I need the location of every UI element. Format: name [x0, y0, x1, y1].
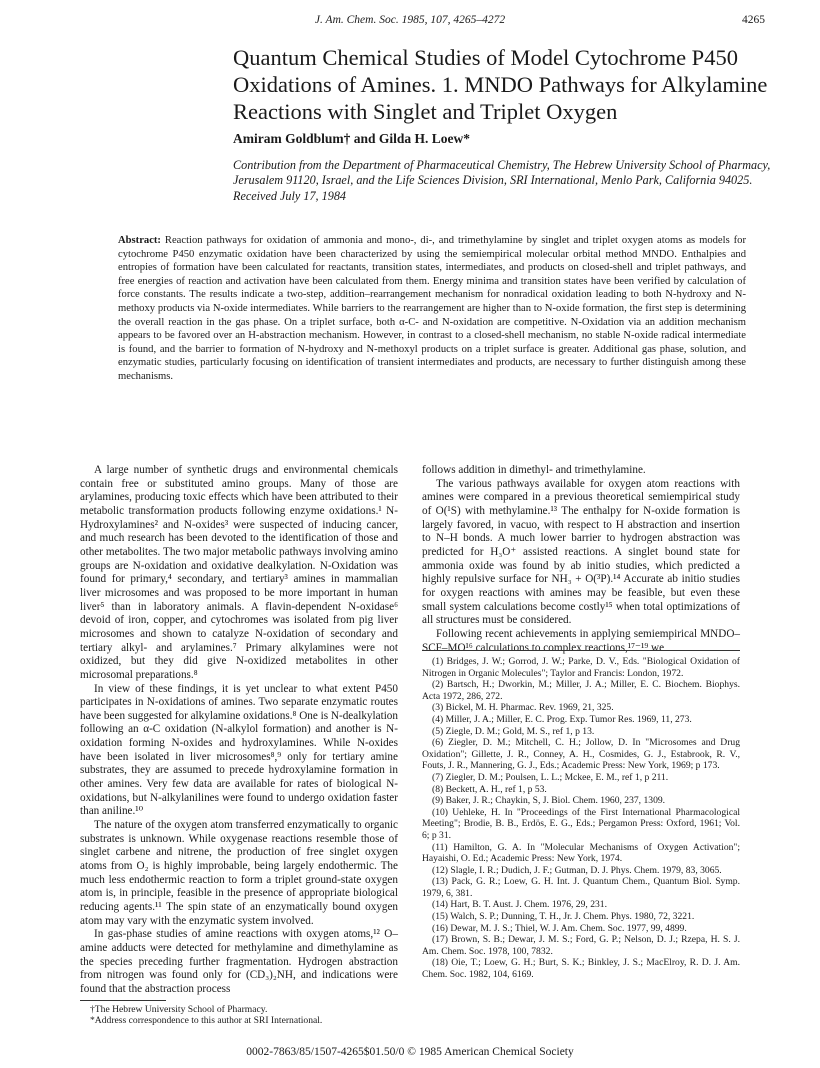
abstract	[118, 234, 746, 384]
reference-item: (15) Walch, S. P.; Dunning, T. H., Jr. J. Chem. Phys. 1980, 72, 3221.	[432, 911, 695, 923]
reference-item: (13) Pack, G. R.; Loew, G. H. Int. J. Quantum Chem., Quantum Biol. Symp. 1979, 6, 381.	[422, 876, 740, 899]
reference-item: (16) Dewar, M. J. S.; Thiel, W. J. Am. Chem. Soc. 1977, 99, 4899.	[432, 922, 687, 934]
reference-item: (4) Miller, J. A.; Miller, E. C. Prog. Exp. Tumor Res. 1969, 11, 273.	[432, 713, 692, 725]
reference-item: (1) Bridges, J. W.; Gorrod, J. W.; Parke, D. V., Eds. "Biological Oxidation of Nitrogen in Organic Molecules"; Taylor and Francis: London, 1972.	[422, 656, 740, 679]
copyright-footer: 0002-7863/85/1507-4265$01.50/0 © 1985 American Chemical Society	[246, 1046, 574, 1058]
body-paragraph: In gas-phase studies of amine reactions with oxygen atoms,¹² O–amine adducts were detected for methylamine and dimethylamine as the species preceding further fragmentation. Hydrogen abstraction from nitrogen was found only for (CD₃)₂NH, and indications were found that the abstraction process	[80, 928, 398, 995]
body-paragraph: The nature of the oxygen atom transferred enzymatically to organic substrates is unknown. While oxygenase reactions resemble those of singlet carbene and nitrene, the production of free singlet oxygen atoms from O₂ is highly improbable, being largely endothermic. The much less endothermic reaction to form a triplet ground-state oxygen atom is, in principle, feasible in the presence of appropriate biological reducing agents.¹¹ The spin state of an enzymatically bound oxygen atom may vary with the enzymatic system involved.	[80, 819, 398, 927]
reference-item: (17) Brown, S. B.; Dewar, J. M. S.; Ford, G. P.; Nelson, D. J.; Rzepa, H. S. J. Am. Chem. Soc. 1978, 100, 7832.	[422, 934, 740, 957]
reference-list	[422, 656, 740, 981]
footnote-item: †The Hebrew University School of Pharmacy.	[90, 1004, 268, 1015]
references-divider	[422, 650, 740, 651]
abstract-label: Abstract:	[118, 235, 161, 246]
reference-item: (18) Oie, T.; Loew, G. H.; Burt, S. K.; Binkley, J. S.; MacElroy, R. D. J. Am. Chem. Soc. 1982, 104, 6169.	[422, 957, 740, 981]
body-paragraph: The various pathways available for oxygen atom reactions with amines were compared in a previous theoretical semiempirical study of O(¹S) with methylamine.¹³ The enthalpy for N-oxide formation is largely favored, in vacuo, with respect to H abstraction and insertion to N–H bonds. A much lower barrier to hydrogen abstraction was predicted for H₃O⁺ assisted reactions. A singlet bound state for ammonia oxide was found by ab initio studies, which predicted a highly repulsive surface for NH₃ + O(³P).¹⁴ Accurate ab initio studies for oxygen reactions with amines may be feasible, but even these small system calculations become costly¹⁵ when total optimizations of all structures must be considered.	[422, 477, 740, 627]
reference-item: (5) Ziegle, D. M.; Gold, M. S., ref 1, p 13.	[432, 725, 595, 737]
reference-item: (14) Hart, B. T. Aust. J. Chem. 1976, 29, 231.	[432, 899, 607, 911]
running-header	[0, 14, 820, 30]
article-title: Quantum Chemical Studies of Model Cytochrome P450 Oxidations of Amines. 1. MNDO Pathways for Alkylamine Reactions with Singlet and Triplet Oxygen	[233, 45, 768, 124]
reference-item: (7) Ziegler, D. M.; Poulsen, L. L.; Mckee, E. M., ref 1, p 211.	[432, 771, 669, 783]
reference-item: (2) Bartsch, H.; Dworkin, M.; Miller, J. A.; Miller, E. C. Biochem. Biophys. Acta 1972, 286, 272.	[422, 679, 740, 702]
footnotes	[80, 1004, 398, 1027]
reference-item: (3) Bickel, M. H. Pharmac. Rev. 1969, 21, 325.	[432, 702, 614, 714]
footnote-divider	[80, 1000, 166, 1001]
author-list: Amiram Goldblum† and Gilda H. Loew*	[233, 131, 471, 146]
reference-item: (9) Baker, J. R.; Chaykin, S, J. Biol. Chem. 1960, 237, 1309.	[432, 795, 666, 807]
body-paragraph: follows addition in dimethyl- and trimethylamine.	[422, 464, 646, 476]
body-paragraph: Following recent achievements in applying semiempirical MNDO–SCF–MO¹⁶ calculations to complex reactions,¹⁷⁻¹⁹ we	[422, 627, 740, 654]
footnote-item: *Address correspondence to this author at SRI International.	[90, 1015, 323, 1027]
body-column-right	[422, 464, 740, 655]
journal-citation: J. Am. Chem. Soc. 1985, 107, 4265–4272	[314, 14, 506, 26]
abstract-text: Reaction pathways for oxidation of ammonia and mono-, di-, and trimethylamine by singlet and triplet oxygen atoms as models for cytochrome P450 enzymatic oxidation have been characterized by using the semiempirical molecular orbital method MNDO. Enthalpies and entropies of formation have been calculated for reactants, transition states, intermediates, and products on closed-shell and triplet pathways, and free energies of reaction and activation have been calculated from them. Energy minima and transition states have been verified by calculation of force constants. The results indicate a two-step, addition–rearrangement mechanism for nonradical oxidation leading to both N-hydroxy and N-methoxy products via N-oxide intermediates. While barriers to the rearrangement are higher than to N-oxide formation, the first step is determining the overall reaction in the gas phase. On a triplet surface, both α-C- and N-oxidation are competitive. N-Oxidation via an addition mechanism appears to be favored over an H-abstraction mechanism. However, in contrast to a closed-shell mechanism, no stable N-oxide radical intermediate is found, and the barrier to formation of N-hydroxy and N-methoxyl products on a triplet surface is greater. Additional gas phase, solution, and enzymatic studies, particularly focusing on identification of transient intermediates and products, are necessary to further distinguish among these mechanisms.	[118, 235, 746, 382]
reference-item: (11) Hamilton, G. A. In "Molecular Mechanisms of Oxygen Activation"; Hayaishi, O. Ed.; Academic Press: New York, 1974.	[422, 841, 740, 865]
body-paragraph: A large number of synthetic drugs and environmental chemicals contain free or substituted amino groups. Many of those are arylamines, producing toxic effects which have been attributed to their metabolic transformation products following enzyme oxidations.¹ N-Hydroxylamines² and N-oxides³ were suspected of inducing cancer, and much research has been devoted to the identification of those and other metabolites. The two major metabolic pathways involving amino groups are N-oxidation and oxidative dealkylation. N-Oxidation was found for primary,⁴ secondary, and tertiary³ amines in mammalian liver microsomes and was proposed to be more important in human liver⁵ than in laboratory animals. A flavin-dependent N-oxidase⁶ devoid of iron, copper, and cytochromes was isolated from pig liver microsomes and shown to catalyze N-oxidation of secondary and tertiary alkyl- and arylamines.⁷ Primary alkylamines were not oxidized, but they did give N-oxidized metabolites in other microsomal preparations.⁸	[80, 464, 398, 681]
reference-item: (8) Beckett, A. H., ref 1, p 53.	[432, 783, 547, 795]
reference-item: (6) Ziegler, D. M.; Mitchell, C. H.; Jollow, D. In "Microsomes and Drug Oxidation"; Gillette, J. R., Conney, A. H., Cosmides, G. J., Estabrook, R. V., Fouts, J. R., Mannering, G. J., Eds.; Academic Press: New York, 1969; p 173.	[422, 737, 740, 772]
reference-item: (10) Uehleke, H. In "Proceedings of the First International Pharmacological Meeting"; Brodie, B. B., Erdös, E. G., Eds.; Pergamon Press: Oxford, 1961; Vol. 6; p 31.	[422, 806, 740, 841]
body-paragraph: In view of these findings, it is yet unclear to what extent P450 participates in N-oxidations of amines. Two separate enzymatic routes have been suggested for alkylamine oxidations.⁸ One is N-dealkylation following an α-C oxidation (N-alkylol formation) and another is N-oxidation forming N-oxides and hydroxylamines. While N-oxides have been isolated in liver microsomes⁸,⁹ only for tertiary amine substrates, they are assumed to precede hydroxylamine formation in other amines. Very few data are available for rates of biological N-oxidations, but N-alkylanilines were found to undergo oxidation faster than aniline.¹⁰	[80, 682, 398, 818]
reference-item: (12) Slagle, I. R.; Dudich, J. F.; Gutman, D. J. Phys. Chem. 1979, 83, 3065.	[432, 864, 722, 876]
affiliation: Contribution from the Department of Pharmaceutical Chemistry, The Hebrew University School of Pharmacy, Jerusalem 91120, Israel, and the Life Sciences Division, SRI International, Menlo Park, California 94025. Received July 17, 1984	[233, 158, 771, 203]
page-number: 4265	[742, 14, 765, 26]
body-column-left	[80, 464, 398, 997]
